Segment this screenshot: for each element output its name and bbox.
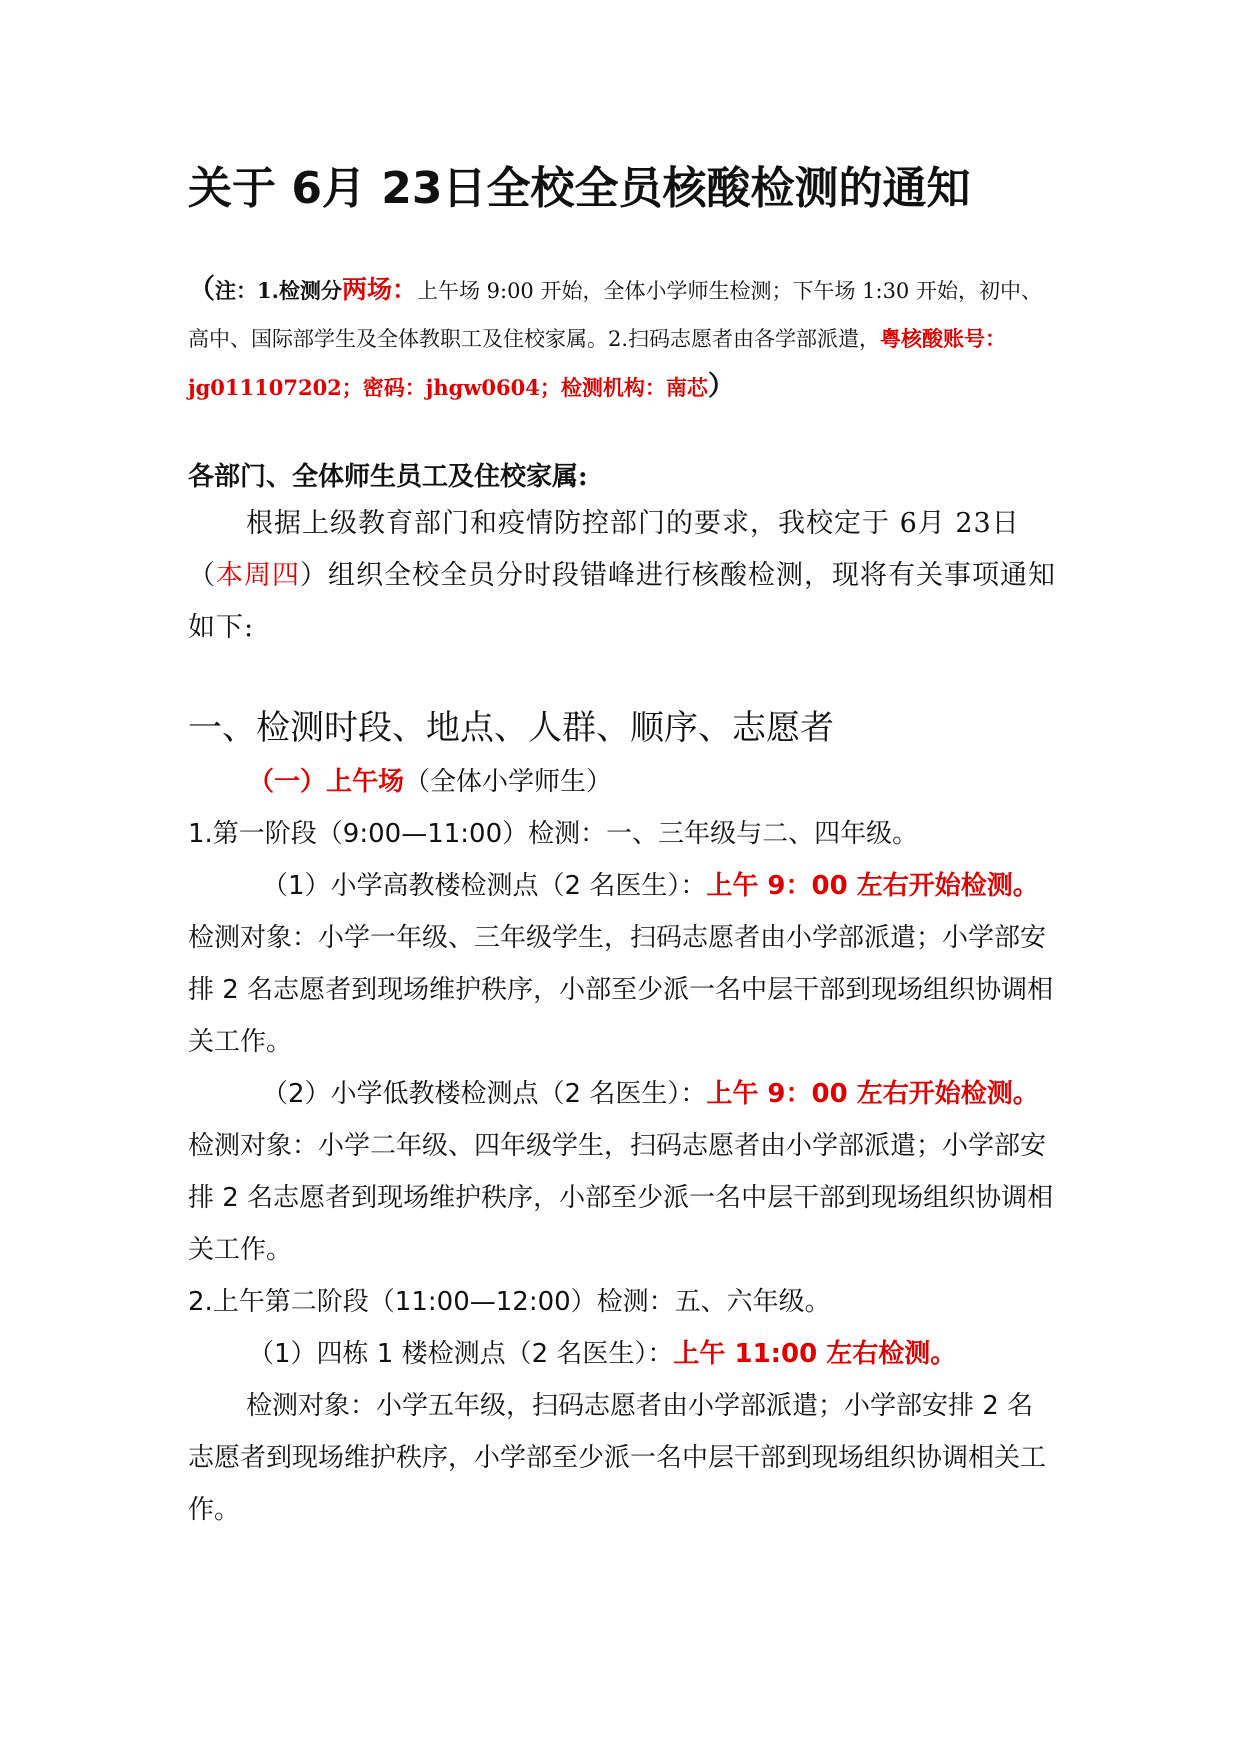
item-1-label: （1）小学高教楼检测点（2 名医生）： — [262, 871, 707, 901]
sub-heading — [188, 756, 1058, 808]
document-title: 关于 6月 23日全校全员核酸检测的通知 — [188, 163, 971, 214]
item-1-time: 上午 9：00 左右开始检测。 — [706, 871, 1039, 901]
item-2 — [188, 1068, 1058, 1276]
note-text: 上午场 9:00 开始，全体小学师生检测；下午场 1:30 开始，初中、高中、国际部学生及全体教职工及住校家属。2.扫码志愿者由各学部派遣， — [188, 279, 1042, 351]
item-1 — [188, 860, 1058, 1068]
intro-text-1: 根据上级教育部门和疫情防控部门的要求，我校定于 6月 23日（ — [188, 508, 1020, 591]
intro-paragraph — [188, 498, 1058, 654]
item-1-text: 检测对象：小学一年级、三年级学生，扫码志愿者由小学部派遣；小学部安排 2 名志愿者到现场维护秩序，小部至少派一名中层干部到现场组织协调相关工作。 — [188, 923, 1054, 1057]
sub-heading-session: （一）上午场 — [248, 767, 405, 797]
item-3-label: （1）四栋 1 楼检测点（2 名医生）： — [248, 1339, 674, 1369]
note-paragraph — [188, 266, 1058, 412]
item-3-text: 检测对象：小学五年级，扫码志愿者由小学部派遣；小学部安排 2 名志愿者到现场维护秩序，小学部至少派一名中层干部到现场组织协调相关工作。 — [188, 1391, 1047, 1525]
stage-2: 2.上午第二阶段（11:00—12:00）检测：五、六年级。 — [188, 1287, 831, 1317]
note-two-sessions: 两场： — [341, 275, 417, 304]
note-open-paren: （ — [188, 274, 215, 305]
section-1-body — [188, 756, 1058, 1536]
sub-heading-audience: （全体小学师生） — [404, 767, 613, 797]
item-3-heading — [188, 1328, 1058, 1380]
item-2-text: 检测对象：小学二年级、四年级学生，扫码志愿者由小学部派遣；小学部安排 2 名志愿者到现场维护秩序，小部至少派一名中层干部到现场组织协调相关工作。 — [188, 1131, 1054, 1265]
section-1-heading: 一、检测时段、地点、人群、顺序、志愿者 — [188, 708, 834, 748]
item-2-time: 上午 9：00 左右开始检测。 — [706, 1079, 1039, 1109]
intro-text-2: ）组织全校全员分时段错峰进行核酸检测，现将有关事项通知如下: — [188, 560, 1056, 643]
item-3-time: 上午 11:00 左右检测。 — [673, 1339, 957, 1369]
note-prefix: 注：1.检测分 — [215, 278, 342, 303]
intro-highlight: 本周四 — [216, 560, 300, 591]
note-close-paren: ） — [707, 371, 735, 402]
item-2-label: （2）小学低教楼检测点（2 名医生）： — [262, 1079, 707, 1109]
stage-1: 1.第一阶段（9:00—11:00）检测：一、三年级与二、四年级。 — [188, 819, 919, 849]
note-account-info: 粤核酸账号：jg011107202；密码：jhgw0604；检测机构：南芯 — [188, 326, 1007, 400]
greeting: 各部门、全体师生员工及住校家属: — [188, 462, 588, 492]
